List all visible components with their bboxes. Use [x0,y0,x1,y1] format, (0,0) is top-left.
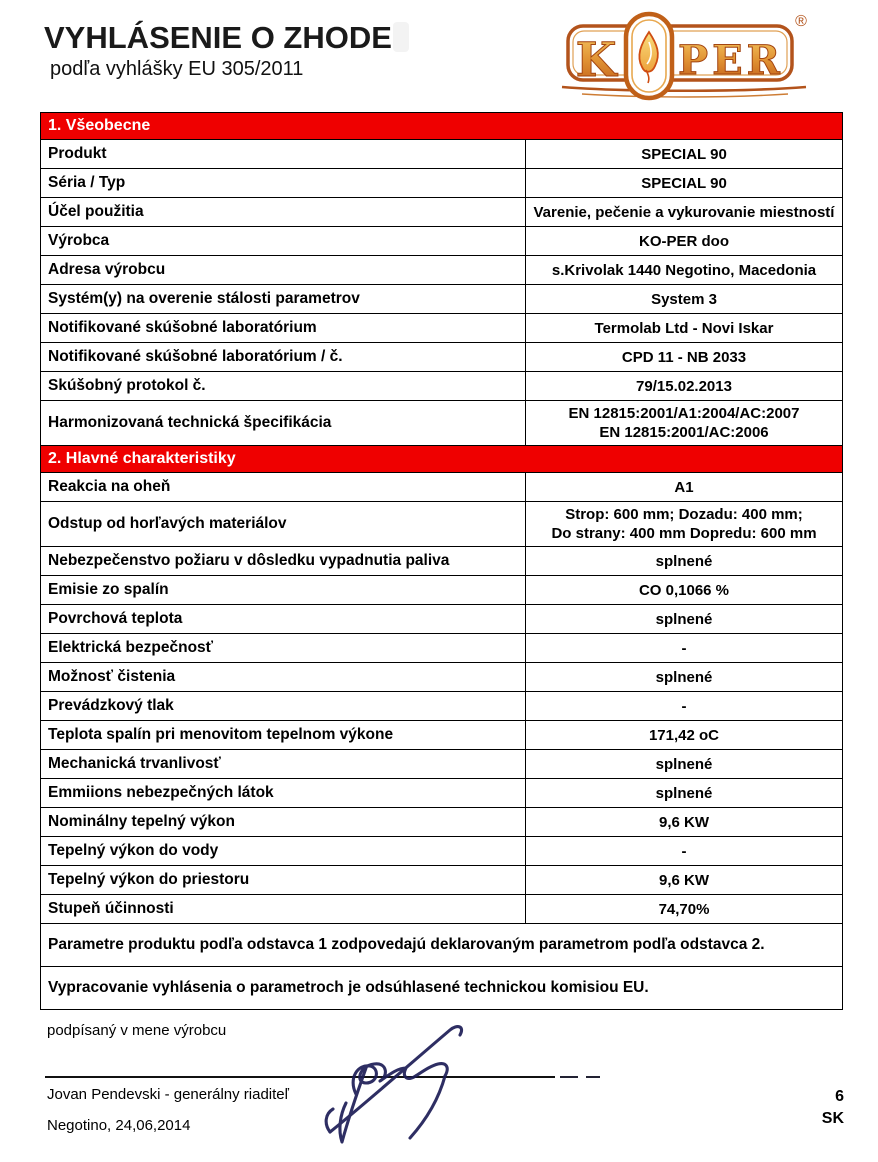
page-subtitle: podľa vyhlášky EU 305/2011 [50,58,304,80]
table-row [41,169,843,198]
row-value: - [526,692,843,721]
row-label: Systém(y) na overenie stálosti parametrov [41,285,526,314]
signatory-name: Jovan Pendevski - generálny riaditeľ [47,1086,290,1103]
row-label: Výrobca [41,227,526,256]
table-row [41,721,843,750]
row-value: SPECIAL 90 [526,169,843,198]
table-row [41,343,843,372]
row-label: Harmonizovaná technická špecifikácia [41,401,526,446]
doc-table [40,112,843,1010]
row-label: Emisie zo spalín [41,576,526,605]
table-row [41,866,843,895]
table-row [41,502,843,547]
signature-line-dash [586,1076,600,1078]
row-value: CPD 11 - NB 2033 [526,343,843,372]
row-value: splnené [526,750,843,779]
note-row [41,967,843,1010]
signature-icon [298,1016,498,1148]
row-value: splnené [526,605,843,634]
row-value: CO 0,1066 % [526,576,843,605]
row-label: Nebezpečenstvo požiaru v dôsledku vypadnutia paliva [41,547,526,576]
row-value: KO-PER doo [526,227,843,256]
row-value-line1: Strop: 600 mm; Dozadu: 400 mm; [565,506,803,523]
row-label: Mechanická trvanlivosť [41,750,526,779]
section-header: 1. Všeobecne [41,113,843,140]
row-value-line1: EN 12815:2001/A1:2004/AC:2007 [568,405,800,422]
row-label: Účel použitia [41,198,526,227]
page-title: VYHLÁSENIE O ZHODE [44,20,392,55]
page-number: 6 [835,1088,844,1105]
table-row [41,663,843,692]
row-value: 79/15.02.2013 [526,372,843,401]
table-row [41,692,843,721]
table-row [41,285,843,314]
row-value: 74,70% [526,895,843,924]
section-header-row [41,446,843,473]
row-label: Notifikované skúšobné laboratórium [41,314,526,343]
row-value: splnené [526,547,843,576]
row-value: splnené [526,663,843,692]
table-row [41,256,843,285]
row-value: - [526,634,843,663]
row-label: Skúšobný protokol č. [41,372,526,401]
row-label: Možnosť čistenia [41,663,526,692]
row-value-line2: Do strany: 400 mm Dopredu: 600 mm [551,525,817,542]
table-row [41,808,843,837]
logo-letters-per: PER [678,37,784,84]
row-label: Prevádzkový tlak [41,692,526,721]
signature-line-dash [560,1076,578,1078]
row-label: Emmiions nebezpečných látok [41,779,526,808]
row-value: Varenie, pečenie a vykurovanie miestností [526,198,843,227]
note-row [41,924,843,967]
row-label: Reakcia na oheň [41,473,526,502]
row-label: Tepelný výkon do vody [41,837,526,866]
table-row [41,779,843,808]
row-value: splnené [526,779,843,808]
language-code: SK [821,1110,844,1127]
note-text: Vypracovanie vyhlásenia o parametroch je odsúhlasené technickou komisiou EU. [41,967,843,1010]
table-row [41,140,843,169]
row-label: Povrchová teplota [41,605,526,634]
row-value: 9,6 KW [526,808,843,837]
row-label: Elektrická bezpečnosť [41,634,526,663]
table-row [41,750,843,779]
row-label: Adresa výrobcu [41,256,526,285]
signed-in-name-label: podpísaný v mene výrobcu [47,1022,227,1039]
table-row [41,401,843,446]
place-date: Negotino, 24,06,2014 [47,1117,191,1134]
table-row [41,198,843,227]
row-label: Odstup od horľavých materiálov [41,502,526,547]
koper-logo [556,6,812,108]
table-row [41,314,843,343]
table-row [41,473,843,502]
handwritten-signature [298,1016,498,1148]
table-row [41,837,843,866]
row-value [526,502,843,547]
row-value: - [526,837,843,866]
row-value: 9,6 KW [526,866,843,895]
table-row [41,547,843,576]
row-label: Notifikované skúšobné laboratórium / č. [41,343,526,372]
row-label: Stupeň účinnosti [41,895,526,924]
table-row [41,576,843,605]
registered-mark-icon: ® [795,13,807,30]
doc-table-body [41,113,843,1010]
row-value: s.Krivolak 1440 Negotino, Macedonia [526,256,843,285]
row-value [526,401,843,446]
row-value: A1 [526,473,843,502]
scan-smudge-artifact [393,22,409,52]
section-header: 2. Hlavné charakteristiky [41,446,843,473]
row-label: Teplota spalín pri menovitom tepelnom výkone [41,721,526,750]
table-row [41,372,843,401]
row-label: Nominálny tepelný výkon [41,808,526,837]
table-row [41,895,843,924]
section-header-row [41,113,843,140]
row-value: System 3 [526,285,843,314]
row-value: 171,42 oC [526,721,843,750]
logo-letter-k: K [575,33,617,88]
row-label: Tepelný výkon do priestoru [41,866,526,895]
table-row [41,227,843,256]
table-row [41,634,843,663]
row-value-line2: EN 12815:2001/AC:2006 [599,424,769,441]
row-label: Produkt [41,140,526,169]
koper-logo-icon [556,6,812,108]
row-value: Termolab Ltd - Novi Iskar [526,314,843,343]
row-label: Séria / Typ [41,169,526,198]
row-value: SPECIAL 90 [526,140,843,169]
table-row [41,605,843,634]
note-text: Parametre produktu podľa odstavca 1 zodpovedajú deklarovaným parametrom podľa odstavca 2. [41,924,843,967]
